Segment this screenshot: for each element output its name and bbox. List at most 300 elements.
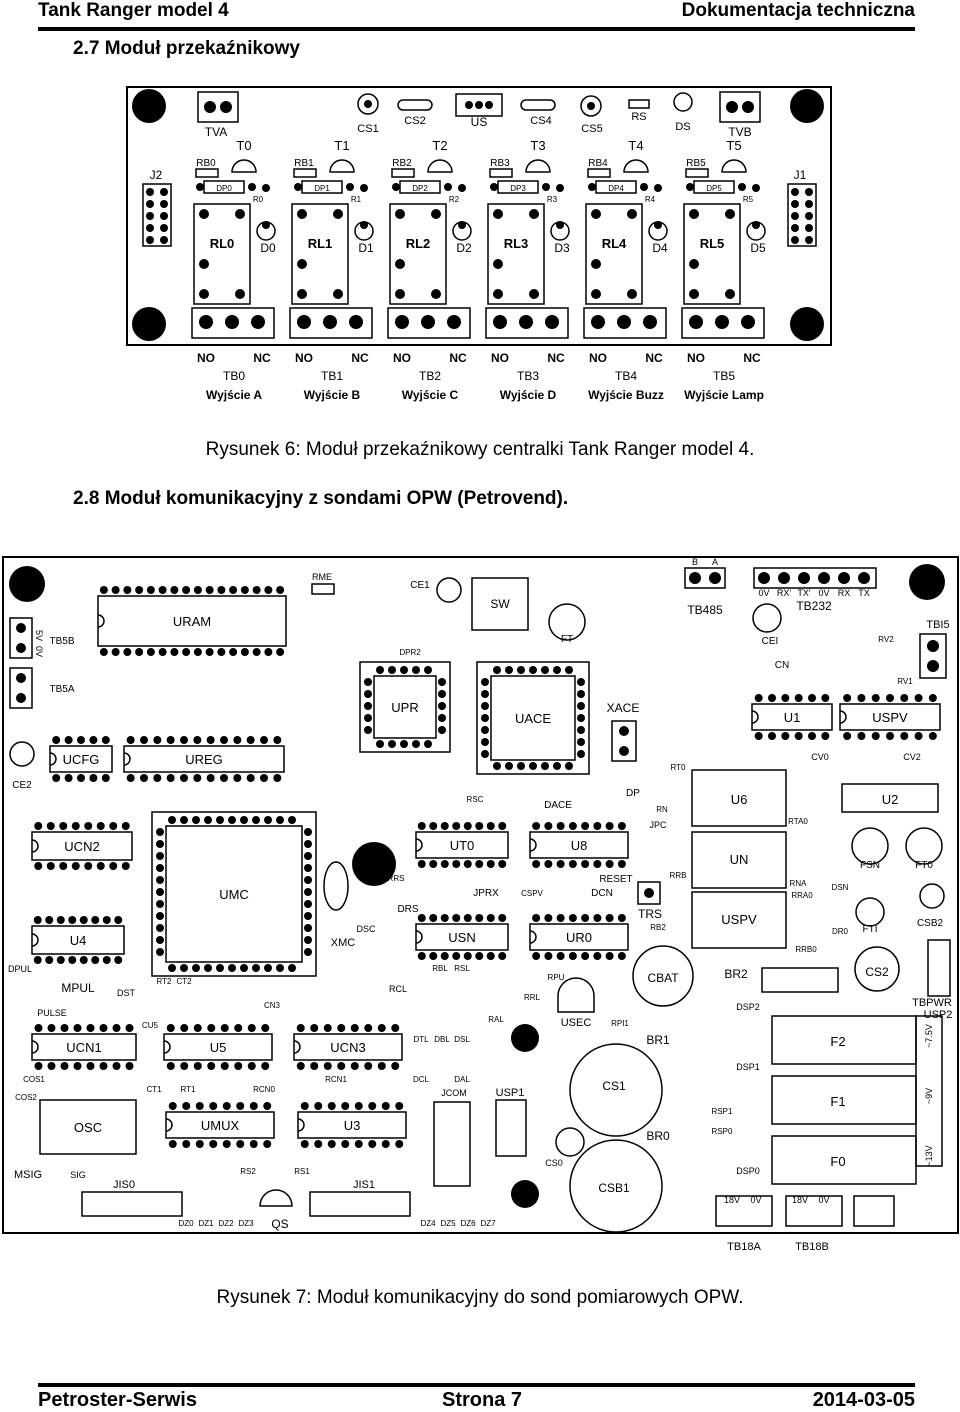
solder-pad: [391, 1024, 399, 1032]
solder-pad: [441, 952, 449, 960]
solder-pad: [235, 289, 245, 299]
label-rpu: RPU: [547, 973, 565, 982]
resistor-label: RB1: [294, 158, 314, 169]
solder-pad: [557, 952, 565, 960]
solder-pad: [126, 1062, 134, 1070]
solder-pad: [395, 209, 405, 219]
solder-pad: [223, 1102, 231, 1110]
solder-pad: [153, 774, 161, 782]
label-ct2: CT2: [176, 977, 192, 986]
terminal-label: TB4: [614, 369, 638, 383]
solder-pad: [421, 315, 435, 329]
solder-pad: [588, 183, 596, 191]
resistor: [588, 169, 610, 177]
solder-pad: [206, 586, 214, 594]
solder-pad: [220, 101, 232, 113]
solder-pad: [542, 183, 550, 191]
transistor-qs: [260, 1190, 292, 1206]
solder-pad: [156, 852, 164, 860]
transistor: [428, 160, 452, 172]
label-rcl: RCL: [388, 984, 408, 994]
label-ds: DS: [675, 121, 691, 133]
solder-pad: [45, 956, 53, 964]
label-tb18b: TB18B: [795, 1241, 829, 1253]
ft0-socket: [906, 828, 942, 864]
fuse-label: F1: [830, 1094, 846, 1109]
solder-pad: [74, 1062, 82, 1070]
jis1-header: [310, 1192, 410, 1216]
transistor-label: T4: [628, 138, 644, 153]
solder-pad: [606, 952, 614, 960]
solder-pad: [791, 224, 799, 232]
solder-pad: [591, 315, 605, 329]
solder-pad: [519, 315, 533, 329]
solder-pad: [160, 188, 168, 196]
solder-pad: [113, 1024, 121, 1032]
solder-pad: [577, 702, 585, 710]
solder-pad: [304, 936, 312, 944]
ic-label: OSC: [73, 1120, 103, 1135]
solder-pad: [886, 694, 894, 702]
solder-pad: [481, 678, 489, 686]
solder-pad: [135, 648, 143, 656]
aux-block: [854, 1196, 894, 1226]
diode-label: DP4: [608, 184, 624, 193]
solder-pad: [808, 732, 816, 740]
zener-label: DZ5: [440, 1219, 456, 1228]
label-tb232: TB232: [796, 599, 832, 613]
solder-pad: [34, 956, 42, 964]
solder-pad: [553, 666, 561, 674]
solder-pad: [235, 209, 245, 219]
solder-pad: [261, 1062, 269, 1070]
solder-pad: [382, 1102, 390, 1110]
label-csb1: CS0: [545, 1158, 563, 1168]
ic-label: UMUX: [200, 1118, 240, 1133]
no-label: NO: [393, 351, 411, 365]
output-label: Wyjście B: [303, 388, 361, 402]
solder-pad: [481, 726, 489, 734]
pin-label: 0V: [818, 1195, 830, 1205]
resistor-rs: [629, 100, 649, 108]
figure-6-caption: Rysunek 6: Moduł przekaźnikowy centralki Tank Ranger model 4.: [205, 439, 755, 460]
solder-pad: [100, 648, 108, 656]
solder-pad: [123, 648, 131, 656]
solder-pad: [498, 914, 506, 922]
mounting-hole: [790, 89, 824, 123]
solder-pad: [114, 956, 122, 964]
solder-pad: [229, 648, 237, 656]
ic-label: UCN2: [64, 839, 100, 854]
label-rrs: RRS: [387, 874, 405, 883]
ic-label: U3: [343, 1118, 361, 1133]
solder-pad: [798, 572, 810, 584]
footer-date: 2014-03-05: [812, 1389, 915, 1411]
solder-pad: [412, 666, 420, 674]
solder-pad: [156, 888, 164, 896]
ic-label: UN: [729, 852, 749, 867]
solder-pad: [569, 822, 577, 830]
pin-label: RX': [776, 588, 792, 598]
solder-pad: [310, 1062, 318, 1070]
solder-pad: [569, 952, 577, 960]
label-cu5: CU5: [141, 1021, 159, 1030]
solder-pad: [493, 762, 501, 770]
pin-label: 0V: [34, 646, 44, 658]
solder-pad: [557, 860, 565, 868]
label-rs: RS: [631, 111, 647, 123]
solder-pad: [395, 259, 405, 269]
solder-pad: [493, 666, 501, 674]
solder-pad: [606, 914, 614, 922]
label-rpi1: RPI1: [611, 1019, 629, 1028]
label-cs2: CS2: [865, 965, 889, 979]
solder-pad: [263, 1102, 271, 1110]
solder-pad: [153, 736, 161, 744]
solder-pad: [464, 860, 472, 868]
output-label: Wyjście A: [205, 388, 263, 402]
solder-pad: [304, 852, 312, 860]
solder-pad: [689, 209, 699, 219]
section-title-relay: 2.7 Moduł przekaźnikowy: [73, 38, 300, 59]
solder-pad: [791, 188, 799, 196]
solder-pad: [72, 822, 80, 830]
solder-pad: [337, 1062, 345, 1070]
pin-label: 18V: [723, 1195, 741, 1205]
solder-pad: [452, 914, 460, 922]
solder-pad: [207, 736, 215, 744]
solder-pad: [228, 964, 236, 972]
ic-notch: [32, 1041, 38, 1053]
solder-pad: [260, 774, 268, 782]
ic-label: UACE: [514, 711, 552, 726]
resistor: [686, 169, 708, 177]
solder-pad: [532, 952, 540, 960]
solder-pad: [196, 183, 204, 191]
solder-pad: [886, 732, 894, 740]
solder-pad: [147, 586, 155, 594]
solder-pad: [87, 1024, 95, 1032]
relay-board-drawing: [126, 86, 832, 410]
solder-pad: [264, 648, 272, 656]
output-label: Wyjście Lamp: [684, 388, 764, 402]
solder-pad: [123, 586, 131, 594]
solder-pad: [276, 586, 284, 594]
terminal-label: TB5: [712, 369, 736, 383]
label-rrb: RRB: [669, 871, 687, 880]
pin-label: 0V: [750, 1195, 762, 1205]
solder-pad: [791, 200, 799, 208]
tb232-block: [754, 568, 876, 588]
solder-pad: [388, 740, 396, 748]
solder-pad: [273, 736, 281, 744]
zener-label: DZ4: [420, 1219, 436, 1228]
jis0-header: [82, 1192, 182, 1216]
solder-pad: [182, 1102, 190, 1110]
solder-pad: [441, 822, 449, 830]
solder-pad: [146, 188, 154, 196]
solder-pad: [204, 816, 212, 824]
solder-pad: [577, 690, 585, 698]
solder-pad: [364, 702, 372, 710]
solder-pad: [541, 666, 549, 674]
solder-pad: [304, 876, 312, 884]
solder-pad: [581, 952, 589, 960]
solder-pad: [260, 736, 268, 744]
solder-pad: [618, 952, 626, 960]
solder-pad: [364, 690, 372, 698]
label-rt1: RT1: [180, 1085, 196, 1094]
solder-pad: [505, 762, 513, 770]
solder-pad: [196, 1140, 204, 1148]
solder-pad: [297, 259, 307, 269]
solder-pad: [341, 1102, 349, 1110]
solder-pad: [392, 183, 400, 191]
no-label: NO: [491, 351, 509, 365]
label-dbl: DBL: [434, 1035, 450, 1044]
label-dsn: DSN: [831, 883, 849, 892]
label-rt2: RT2: [156, 977, 172, 986]
ic-notch: [50, 753, 56, 765]
solder-pad: [301, 1102, 309, 1110]
solder-pad: [364, 1062, 372, 1070]
cap-cei: [753, 604, 781, 632]
solder-pad: [808, 694, 816, 702]
label-rrl: RRL: [523, 993, 541, 1002]
solder-pad: [593, 914, 601, 922]
solder-pad: [160, 200, 168, 208]
solder-pad: [314, 1102, 322, 1110]
label-cos2: COS2: [15, 1093, 37, 1102]
label-sig: SIG: [70, 1170, 86, 1180]
mounting-hole: [909, 564, 945, 600]
solder-pad: [146, 224, 154, 232]
solder-pad: [240, 816, 248, 824]
solder-pad: [346, 183, 354, 191]
solder-pad: [418, 860, 426, 868]
solder-pad: [250, 1102, 258, 1110]
pin-label: ~13V: [924, 1145, 934, 1167]
solder-pad: [364, 726, 372, 734]
resistor: [490, 169, 512, 177]
solder-pad: [304, 924, 312, 932]
solder-pad: [395, 315, 409, 329]
resistor-label: R5: [742, 195, 754, 204]
transistor: [232, 160, 256, 172]
solder-pad: [475, 914, 483, 922]
led-ds: [674, 93, 692, 111]
ic-label: UREG: [185, 752, 223, 767]
label-br2: BR2: [724, 967, 748, 981]
solder-pad: [103, 956, 111, 964]
solder-pad: [217, 648, 225, 656]
page-header: [38, 0, 915, 30]
ic-label: U8: [570, 838, 588, 853]
solder-pad: [156, 924, 164, 932]
label-dsl: DSL: [454, 1035, 470, 1044]
solder-pad: [544, 952, 552, 960]
ic-notch: [530, 931, 536, 943]
solder-pad: [206, 648, 214, 656]
solder-pad: [100, 586, 108, 594]
zener-label: DZ2: [218, 1219, 234, 1228]
solder-pad: [297, 209, 307, 219]
zener-label: DZ7: [480, 1219, 496, 1228]
solder-pad: [204, 101, 216, 113]
zener-label: DZ6: [460, 1219, 476, 1228]
label-rv2: RV2: [878, 635, 894, 644]
solder-pad: [168, 964, 176, 972]
solder-pad: [146, 212, 154, 220]
solder-pad: [805, 224, 813, 232]
solder-pad: [169, 1102, 177, 1110]
label-ral: RAL: [488, 1015, 504, 1024]
relay-label: RL2: [405, 236, 431, 251]
pin-label: 0V: [818, 588, 830, 598]
solder-pad: [102, 774, 110, 782]
solder-pad: [758, 572, 770, 584]
nc-label: NC: [351, 351, 369, 365]
solder-pad: [581, 914, 589, 922]
solder-pad: [378, 1062, 386, 1070]
relay-label: RL0: [209, 236, 235, 251]
ic-notch: [416, 839, 422, 851]
solder-pad: [147, 648, 155, 656]
terminal-label: TB2: [418, 369, 442, 383]
solder-pad: [328, 1102, 336, 1110]
label-dpr2: DPR2: [399, 648, 421, 657]
solder-pad: [498, 952, 506, 960]
solder-pad: [193, 774, 201, 782]
solder-pad: [843, 694, 851, 702]
label-ce2: CE2: [12, 780, 32, 791]
label-cbat: CBAT: [647, 971, 679, 985]
solder-pad: [59, 822, 67, 830]
label-tbpwr: TBPWR: [912, 997, 952, 1009]
header-divider: [38, 27, 915, 31]
label-reset: RESET: [599, 874, 633, 885]
solder-pad: [741, 315, 755, 329]
led-label: D5: [750, 241, 766, 255]
label-rb2: RB2: [650, 923, 666, 932]
solder-pad: [140, 736, 148, 744]
figure-7-caption: Rysunek 7: Moduł komunikacyjny do sond pomiarowych OPW.: [216, 1287, 744, 1308]
solder-pad: [395, 1140, 403, 1148]
label-ce1: CE1: [410, 580, 430, 591]
solder-pad: [192, 964, 200, 972]
solder-pad: [262, 184, 270, 192]
solder-pad: [900, 732, 908, 740]
solder-pad: [368, 1102, 376, 1110]
solder-pad: [87, 1062, 95, 1070]
label-dsp2: DSP2: [736, 1002, 760, 1012]
solder-pad: [333, 209, 343, 219]
solder-pad: [194, 648, 202, 656]
solder-pad: [182, 586, 190, 594]
label-cs2: CS2: [404, 115, 426, 127]
label-cs5: CS5: [581, 123, 603, 135]
solder-pad: [872, 732, 880, 740]
solder-pad: [264, 816, 272, 824]
resistor: [294, 169, 316, 177]
solder-pad: [778, 572, 790, 584]
solder-pad: [140, 774, 148, 782]
cap-cs4: [521, 100, 555, 110]
solder-pad: [493, 259, 503, 269]
solder-pad: [182, 648, 190, 656]
terminal-label: TB3: [516, 369, 540, 383]
solder-pad: [84, 862, 92, 870]
solder-pad: [207, 1024, 215, 1032]
ic-notch: [530, 839, 536, 851]
solder-pad: [452, 860, 460, 868]
pin-label: TX: [858, 588, 870, 598]
solder-pad: [68, 916, 76, 924]
solder-pad: [349, 315, 363, 329]
resistor-label: RB0: [196, 158, 216, 169]
solder-pad: [490, 183, 498, 191]
diode-label: DP3: [510, 184, 526, 193]
solder-pad: [378, 1024, 386, 1032]
solder-pad: [593, 952, 601, 960]
solder-pad: [264, 964, 272, 972]
solder-pad: [156, 948, 164, 956]
solder-pad: [429, 952, 437, 960]
solder-pad: [532, 822, 540, 830]
solder-pad: [593, 822, 601, 830]
resistor-label: RB5: [686, 158, 706, 169]
solder-pad: [221, 1024, 229, 1032]
label-jprx: JPRX: [473, 888, 499, 899]
no-label: NO: [589, 351, 607, 365]
solder-pad: [167, 736, 175, 744]
solder-pad: [220, 736, 228, 744]
resistor-label: R4: [644, 195, 656, 204]
label-dsp1: DSP1: [736, 1062, 760, 1072]
label-dsc: DSC: [356, 924, 376, 934]
label-rta0: RTA0: [788, 817, 808, 826]
solder-pad: [297, 1062, 305, 1070]
solder-pad: [109, 822, 117, 830]
label-fti: FTI: [862, 924, 878, 935]
solder-pad: [858, 572, 870, 584]
solder-pad: [544, 860, 552, 868]
label-dpul: DPUL: [7, 964, 33, 974]
resistor-label: R2: [448, 195, 460, 204]
solder-pad: [112, 648, 120, 656]
label-jpc: JPC: [649, 820, 667, 830]
solder-pad: [644, 888, 654, 898]
solder-pad: [204, 964, 212, 972]
pin-label: A: [711, 557, 719, 567]
ic-label: UCN3: [330, 1040, 366, 1055]
solder-pad: [755, 732, 763, 740]
label-mpul: MPUL: [61, 981, 95, 995]
solder-pad: [752, 221, 760, 229]
solder-pad: [297, 289, 307, 299]
solder-pad: [689, 315, 703, 329]
solder-pad: [487, 822, 495, 830]
solder-pad: [34, 916, 42, 924]
fti-socket: [856, 898, 884, 926]
solder-pad: [872, 694, 880, 702]
solder-pad: [465, 101, 473, 109]
solder-pad: [577, 714, 585, 722]
solder-pad: [217, 586, 225, 594]
solder-pad: [781, 694, 789, 702]
usp1-header: [496, 1100, 526, 1156]
solder-pad: [544, 914, 552, 922]
